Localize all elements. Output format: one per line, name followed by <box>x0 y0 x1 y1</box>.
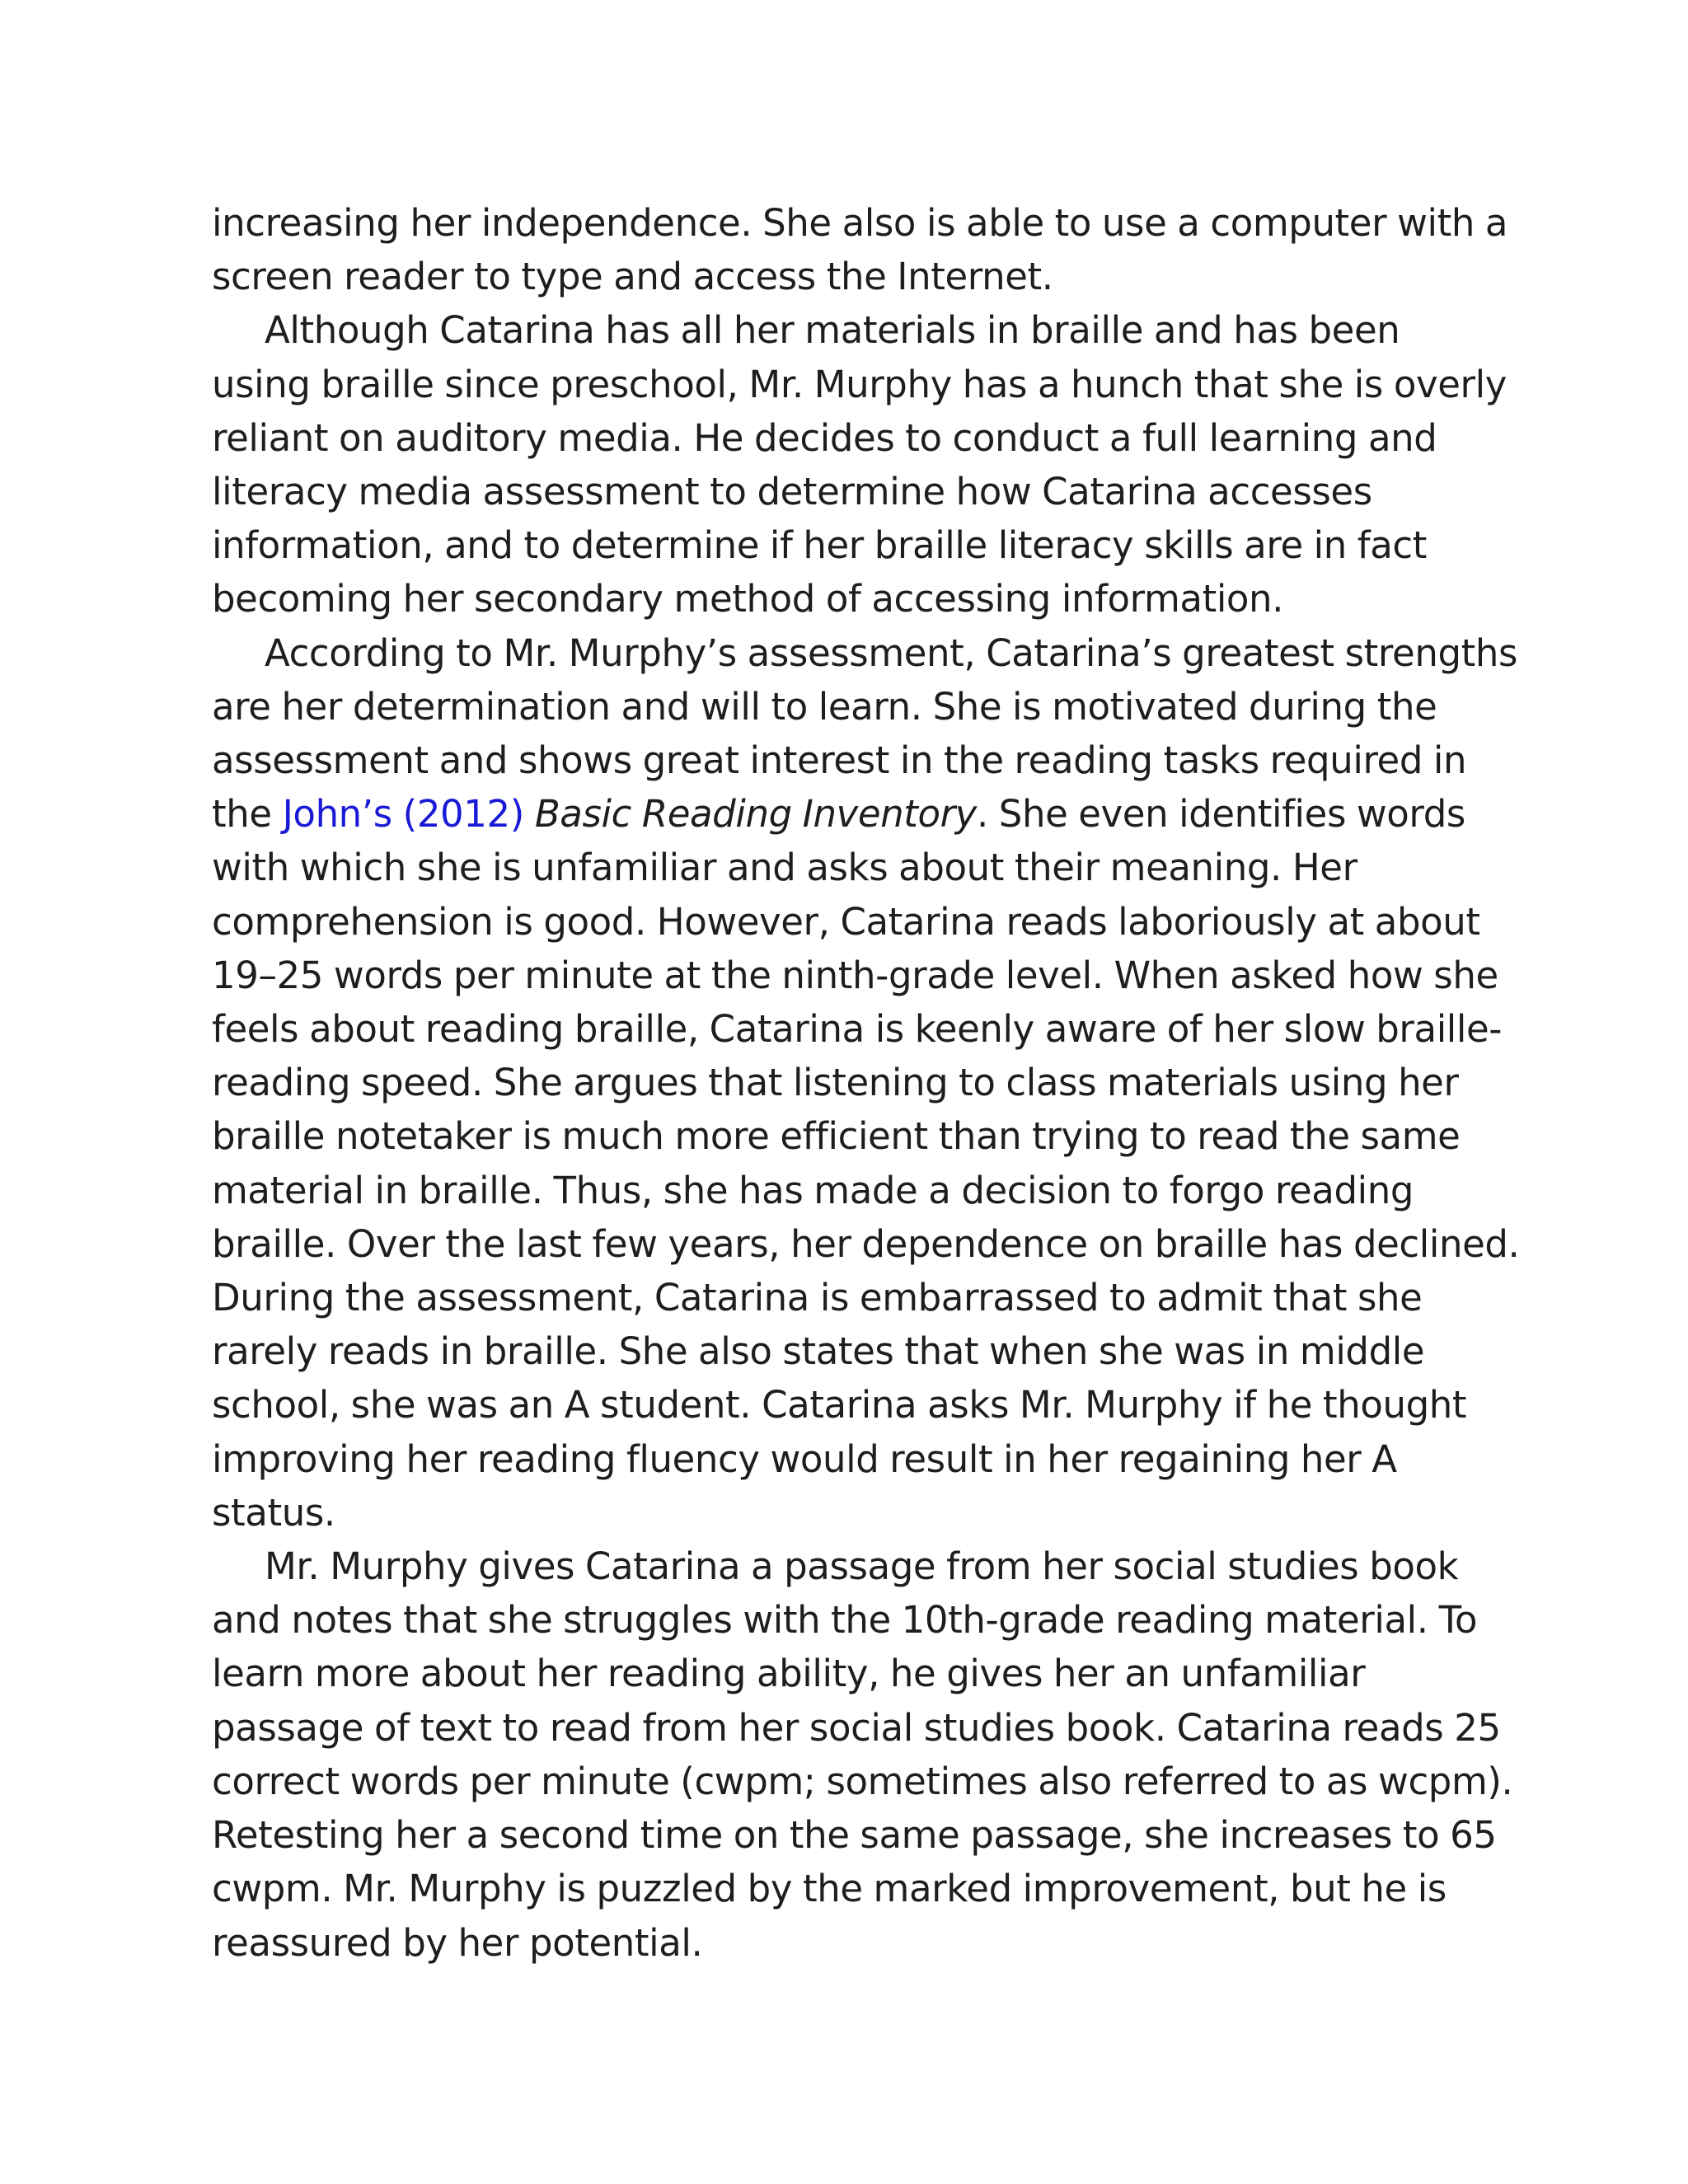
text-line: reliant on auditory media. He decides to conduct a full learning and <box>212 415 1437 460</box>
text-line: comprehension is good. However, Catarina reads laboriously at about <box>212 899 1480 944</box>
text-line: increasing her independence. She also is able to use a computer with a <box>212 201 1508 245</box>
citation-line <box>212 787 1498 841</box>
text-line: improving her reading fluency would result in her regaining her A <box>212 1436 1397 1481</box>
citation-suffix: . She even identifies words <box>976 792 1465 837</box>
text-line: using braille since preschool, Mr. Murphy has a hunch that she is overly <box>212 362 1507 406</box>
text-line: status. <box>212 1490 335 1535</box>
text-line: correct words per minute (cwpm; sometimes also referred to as wcpm). <box>212 1759 1513 1803</box>
text-line: rarely reads in braille. She also states that when she was in middle <box>212 1329 1425 1374</box>
text-line: learn more about her reading ability, he gives her an unfamiliar <box>212 1652 1366 1696</box>
text-line: braille. Over the last few years, her dependence on braille has declined. <box>212 1221 1520 1266</box>
paragraph-4 <box>212 1540 1513 1970</box>
text-line: school, she was an A student. Catarina asks Mr. Murphy if he thought <box>212 1383 1467 1427</box>
text-line: literacy media assessment to determine how Catarina accesses <box>212 470 1372 514</box>
text-line: Retesting her a second time on the same passage, she increases to 65 <box>212 1813 1497 1858</box>
book-title: Basic Reading Inventory <box>534 792 977 837</box>
citation-prefix: the <box>212 792 283 837</box>
citation-link[interactable]: John’s (2012) <box>282 792 524 837</box>
text-line: reassured by her potential. <box>212 1920 703 1965</box>
text-line: passage of text to read from her social studies book. Catarina reads 25 <box>212 1705 1501 1750</box>
text-line: cwpm. Mr. Murphy is puzzled by the marked improvement, but he is <box>212 1867 1447 1911</box>
paragraph-3 <box>212 626 1520 1540</box>
paragraph-1 <box>212 196 1508 303</box>
text-line: 19–25 words per minute at the ninth-grade level. When asked how she <box>212 953 1498 997</box>
text-line: are her determination and will to learn. She is motivated during the <box>212 684 1437 729</box>
text-line: braille notetaker is much more efficient than trying to read the same <box>212 1114 1461 1159</box>
text-line: with which she is unfamiliar and asks about their meaning. Her <box>212 846 1357 890</box>
text-line: During the assessment, Catarina is embarrassed to admit that she <box>212 1276 1423 1320</box>
text-line: reading speed. She argues that listening to class materials using her <box>212 1061 1459 1105</box>
text-line: and notes that she struggles with the 10th-grade reading material. To <box>212 1598 1478 1643</box>
document-page <box>212 196 1520 1970</box>
text-line: feels about reading braille, Catarina is keenly aware of her slow braille- <box>212 1007 1503 1052</box>
text-line: material in braille. Thus, she has made a decision to forgo reading <box>212 1168 1414 1212</box>
text-line: Mr. Murphy gives Catarina a passage from her social studies book <box>265 1544 1459 1589</box>
paragraph-2 <box>212 303 1507 626</box>
text-line: Although Catarina has all her materials in braille and has been <box>265 308 1400 353</box>
text-line: screen reader to type and access the Internet. <box>212 255 1053 299</box>
text-line: becoming her secondary method of accessing information. <box>212 577 1284 621</box>
text-line: According to Mr. Murphy’s assessment, Catarina’s greatest strengths <box>265 630 1518 675</box>
citation-space <box>524 792 535 836</box>
text-line: assessment and shows great interest in the reading tasks required in <box>212 738 1467 783</box>
text-line: information, and to determine if her braille literacy skills are in fact <box>212 523 1427 568</box>
